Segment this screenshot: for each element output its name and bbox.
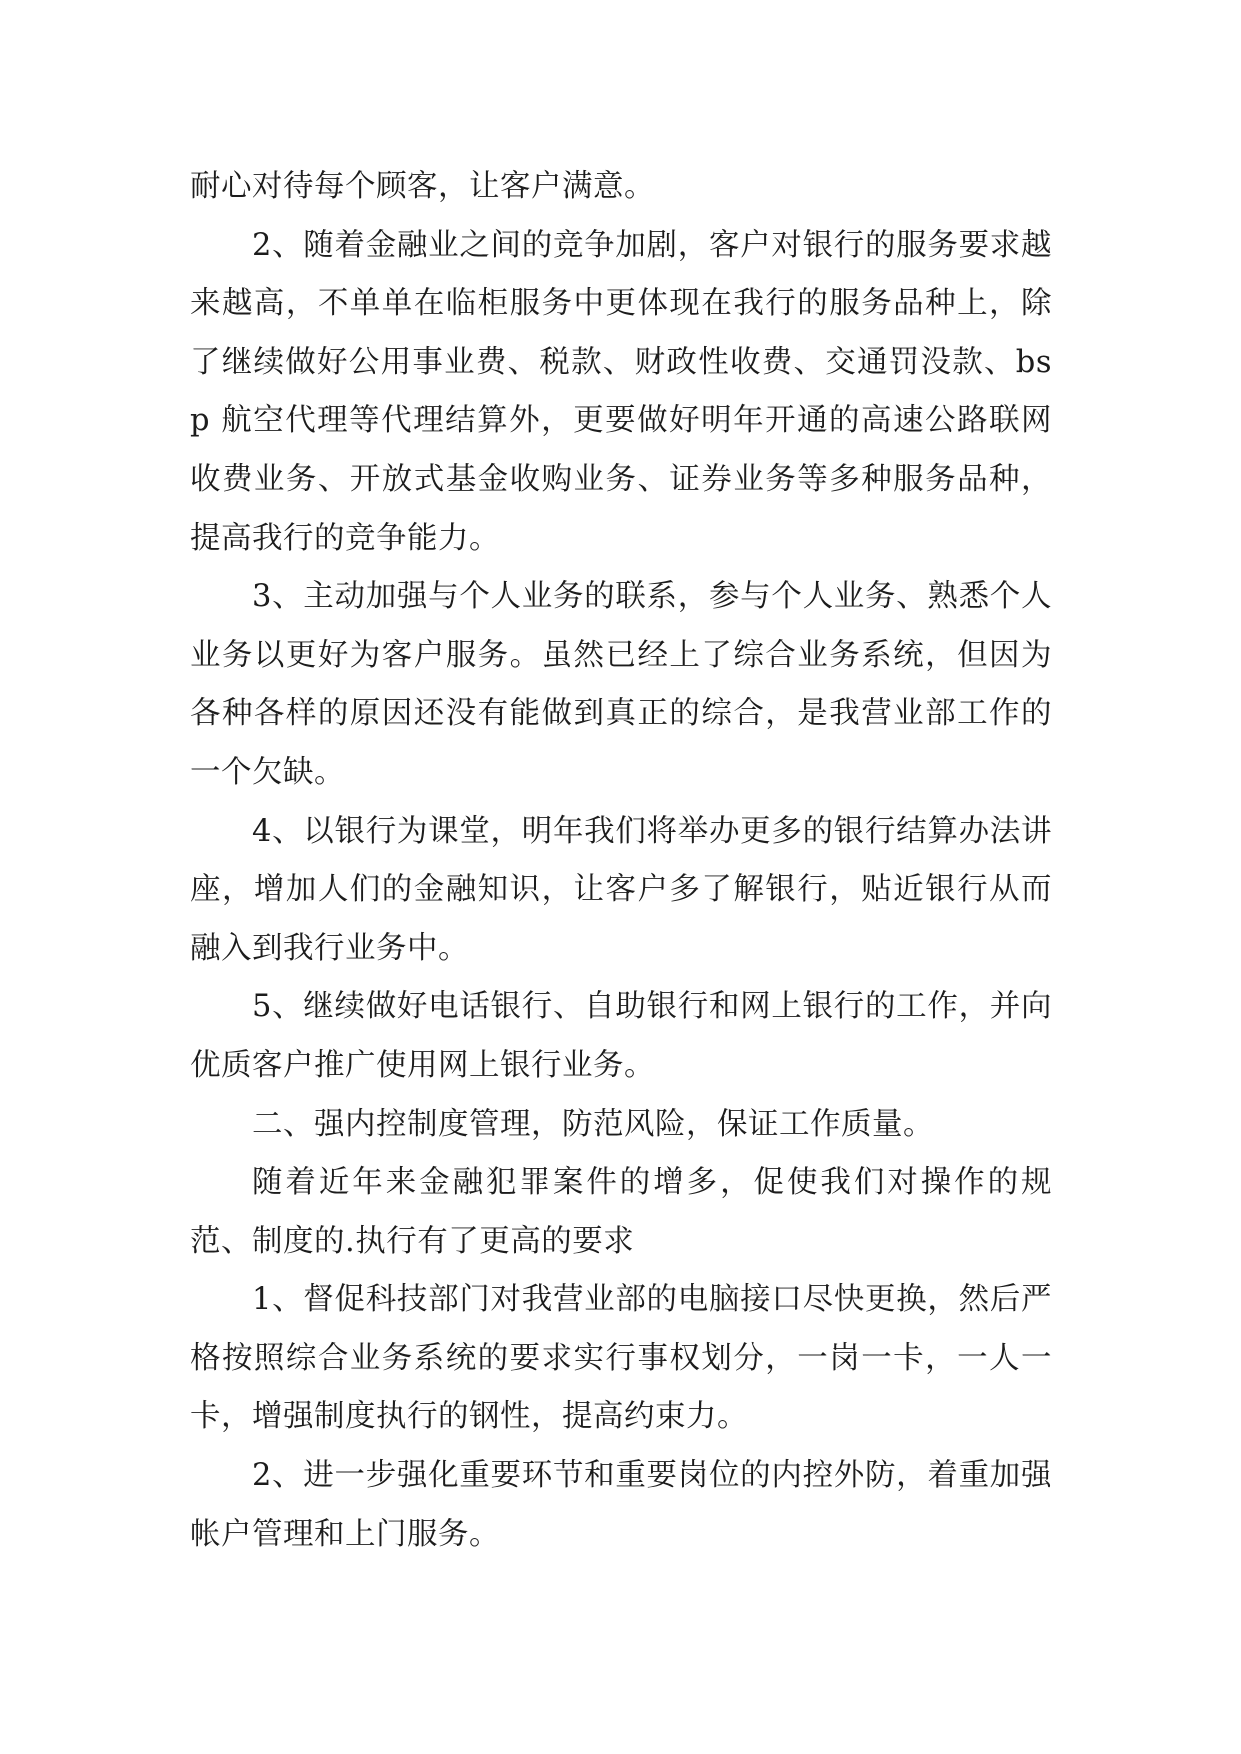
paragraph-item-2-service-variety: 2、随着金融业之间的竞争加剧，客户对银行的服务要求越来越高，不单单在临柜服务中更体现在我行的服务品种上，除了继续做好公用事业费、税款、财政性收费、交通罚没款、bsp 航空代理等代理结算外，更要做好明年开通的高速公路联网收费业务、开放式基金收购业务、证券业务等多种服务品种，提高我行的竞争能力。 — [190, 227, 1052, 556]
paragraph-item-2-key-positions: 2、进一步强化重要环节和重要岗位的内控外防，着重加强帐户管理和上门服务。 — [190, 1458, 1052, 1552]
paragraph-item-5-e-banking: 5、继续做好电话银行、自助银行和网上银行的工作，并向优质客户推广使用网上银行业务。 — [190, 989, 1052, 1083]
paragraph-intro-requirements: 随着近年来金融犯罪案件的增多，促使我们对操作的规范、制度的.执行有了更高的要求 — [190, 1165, 1052, 1259]
paragraph-item-1-interface-upgrade: 1、督促科技部门对我营业部的电脑接口尽快更换，然后严格按照综合业务系统的要求实行事权划分，一岗一卡，一人一卡，增强制度执行的钢性，提高约束力。 — [190, 1282, 1052, 1435]
paragraph-item-4-lectures: 4、以银行为课堂，明年我们将举办更多的银行结算办法讲座，增加人们的金融知识，让客户多了解银行，贴近银行从而融入到我行业务中。 — [190, 813, 1052, 966]
section-heading-internal-control: 二、强内控制度管理，防范风险，保证工作质量。 — [252, 1106, 934, 1142]
paragraph-item-3-personal-business: 3、主动加强与个人业务的联系，参与个人业务、熟悉个人业务以更好为客户服务。虽然已经上了综合业务系统，但因为各种各样的原因还没有能做到真正的综合，是我营业部工作的一个欠缺。 — [190, 579, 1052, 790]
paragraph-continuation: 耐心对待每个顾客，让客户满意。 — [190, 169, 655, 204]
document-body — [190, 158, 1052, 1564]
